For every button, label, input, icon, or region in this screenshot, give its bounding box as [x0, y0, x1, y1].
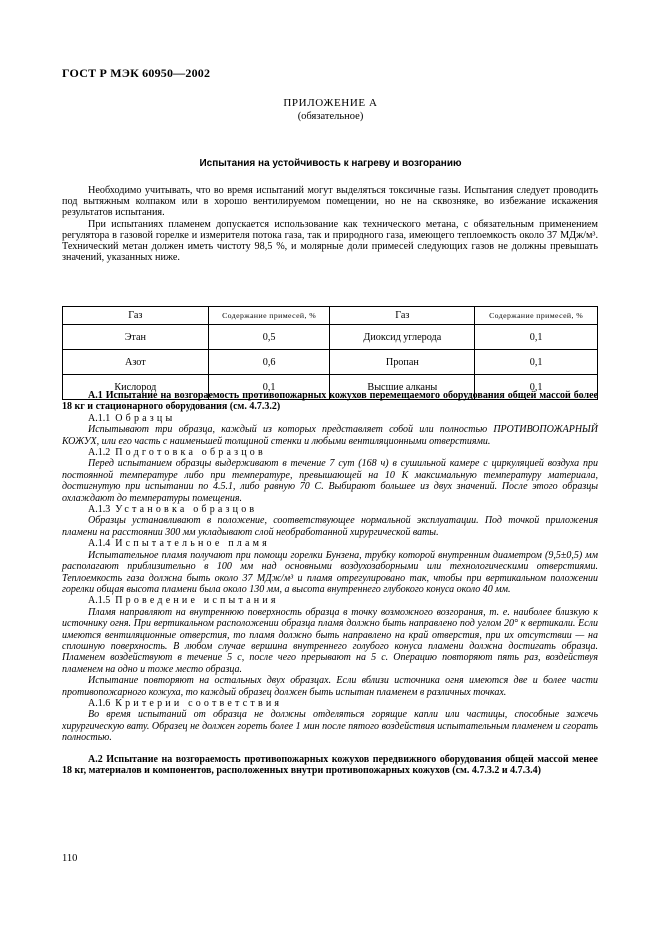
- a1-5-text-2: Испытание повторяют на остальных двух образцах. Если вблизи источника огня имеются две и более части противопожарного кожуха, то каждый образец должен быть испытан пламенем в различных точках.: [62, 675, 598, 698]
- a1-2-number: А.1.2: [88, 447, 111, 459]
- a2-heading: А.2 Испытание на возгораемость противопожарных кожухов передвижного оборудования общей массой менее 18 кг, материалов и компонентов, расположенных внутри противопожарных кожухов (см. 4.7.3.2 и 4.7.3.4): [62, 753, 598, 776]
- a1-4-heading: [62, 538, 598, 549]
- a1-4-number: А.1.4: [88, 538, 111, 550]
- intro-paragraph-2: При испытаниях пламенем допускается использование как технического метана, с обязательным применением регулятора в газовой горелке и измерителя потока газа, так и природного газа, имеющего теплоемкость около 37 МДж/м³. Технический метан должен иметь чистоту 98,5 %, и молярные доли примесей следующих газов не должны превышать значений, указанных ниже.: [62, 218, 598, 264]
- table-cell: Этан: [63, 325, 209, 350]
- table-cell: 0,5: [208, 325, 330, 350]
- document-code: ГОСТ Р МЭК 60950—2002: [62, 66, 211, 80]
- page-number: 110: [62, 853, 78, 864]
- a1-6-number: А.1.6: [88, 697, 111, 709]
- table-cell: 0,1: [475, 350, 598, 375]
- a1-3-heading: [62, 504, 598, 515]
- table-header-content: Содержание примесей, %: [475, 307, 598, 325]
- table-row: [63, 325, 598, 350]
- a1-2-text: Перед испытанием образцы выдерживают в течение 7 сут (168 ч) в сушильной камере с циркуляцией воздуха при постоянной температуре либо при температуре, превышающей на 10 К максимальную температуру материала, достигнутую при испытании по 4.5.1, либо равную 70 С. Выбирают большее из двух значений. После этого образцы охлаждают до температуры помещения.: [62, 458, 598, 504]
- table-cell: Кислород: [63, 375, 209, 400]
- a1-3-text: Образцы устанавливают в положение, соответствующее нормальной эксплуатации. Под точкой приложения пламени на расстоянии 300 мм укладывают слой необработанной хирургической ваты.: [62, 515, 598, 538]
- intro-block: [62, 185, 598, 263]
- a1-1-number: А.1.1: [88, 412, 111, 424]
- table-cell: 0,6: [208, 350, 330, 375]
- section-a1: [62, 390, 598, 776]
- table-cell: 0,1: [208, 375, 330, 400]
- a1-3-number: А.1.3: [88, 504, 111, 516]
- table-row: [63, 350, 598, 375]
- a1-5-number: А.1.5: [88, 595, 111, 607]
- a1-6-heading: [62, 698, 598, 709]
- a1-1-heading: [62, 413, 598, 424]
- a1-5-heading: [62, 595, 598, 606]
- a1-heading: А.1 Испытание на возгораемость противопожарных кожухов перемещаемого оборудования общей массой более 18 кг и стационарного оборудования (см. 4.7.3.2): [62, 390, 598, 413]
- appendix-title: ПРИЛОЖЕНИЕ А: [283, 97, 378, 109]
- table-cell: Диоксид углерода: [330, 325, 475, 350]
- a1-1-text: Испытывают три образца, каждый из которых представляет собой или полностью ПРОТИВОПОЖАРНЫЙ КОЖУХ, или его часть с наименьшей толщиной стенки и любыми вентиляционными отверстиями.: [62, 424, 598, 447]
- a1-2-heading: [62, 447, 598, 458]
- a1-4-text: Испытательное пламя получают при помощи горелки Бунзена, трубку которой внутренним диаметром (9,5±0,5) мм располагают приблизительно в 100 мм над основными воздухозаборными или технологическими отверстиями. Теплоемкость газа должна быть около 37 МДж/м³ и пламя отрегулировано так, чтобы при вертикальном положении горелки общая высота пламени была около 130 мм, а высота внутреннего глубокого конуса около 40 мм.: [62, 549, 598, 595]
- table-header-row: [63, 307, 598, 325]
- table-cell: 0,1: [475, 325, 598, 350]
- table-header-gas: Газ: [330, 307, 475, 325]
- table-cell: 0,1: [475, 375, 598, 400]
- table-cell: Азот: [63, 350, 209, 375]
- table-header-content: Содержание примесей, %: [208, 307, 330, 325]
- impurities-table: [62, 306, 598, 400]
- table-cell: Высшие алканы: [330, 375, 475, 400]
- a1-4-label: Испытательное пламя: [115, 538, 270, 550]
- a1-6-text: Во время испытаний от образца не должны отделяться горящие капли или частицы, способные зажечь хирургическую вату. Образец не должен гореть более 1 мин после пятого воздействия испытательным пламенем и сгорать полностью.: [62, 709, 598, 744]
- a1-5-label: Проведение испытания: [115, 595, 279, 607]
- a1-5-text: Пламя направляют на внутреннюю поверхность образца в точку возможного возгорания, т. е. наиболее близкую к источнику огня. При вертикальном расположении образца пламя должно быть направлено под углом 20° к вертикали. Если имеются вентиляционные отверстия, то пламя должно быть направлено на край отверстия, при их отсутствии — на сплошную поверхность. В любом случае вершина внутреннего голубого конуса пламени должна достигать образца. Пламенем воздействуют в течение 5 с, после чего прерывают на 5 с. Операцию повторяют пять раз, воздействуя пламенем на одно и тоже место образца.: [62, 606, 598, 675]
- a1-3-label: Установка образцов: [115, 504, 258, 516]
- a1-2-label: Подготовка образцов: [115, 447, 266, 459]
- a1-6-label: Критерии соответствия: [115, 697, 283, 709]
- table-header-gas: Газ: [63, 307, 209, 325]
- intro-paragraph-1: Необходимо учитывать, что во время испытаний могут выделяться токсичные газы. Испытания следует проводить под вытяжным колпаком или в хорошо вентилируемом помещении, но не на сквозняке, во избежание искажения результатов испытания.: [62, 185, 598, 219]
- table-cell: Пропан: [330, 350, 475, 375]
- a1-1-label: Образцы: [115, 412, 176, 424]
- section-title: Испытания на устойчивость к нагреву и возгоранию: [199, 158, 462, 169]
- appendix-note: (обязательное): [297, 111, 364, 122]
